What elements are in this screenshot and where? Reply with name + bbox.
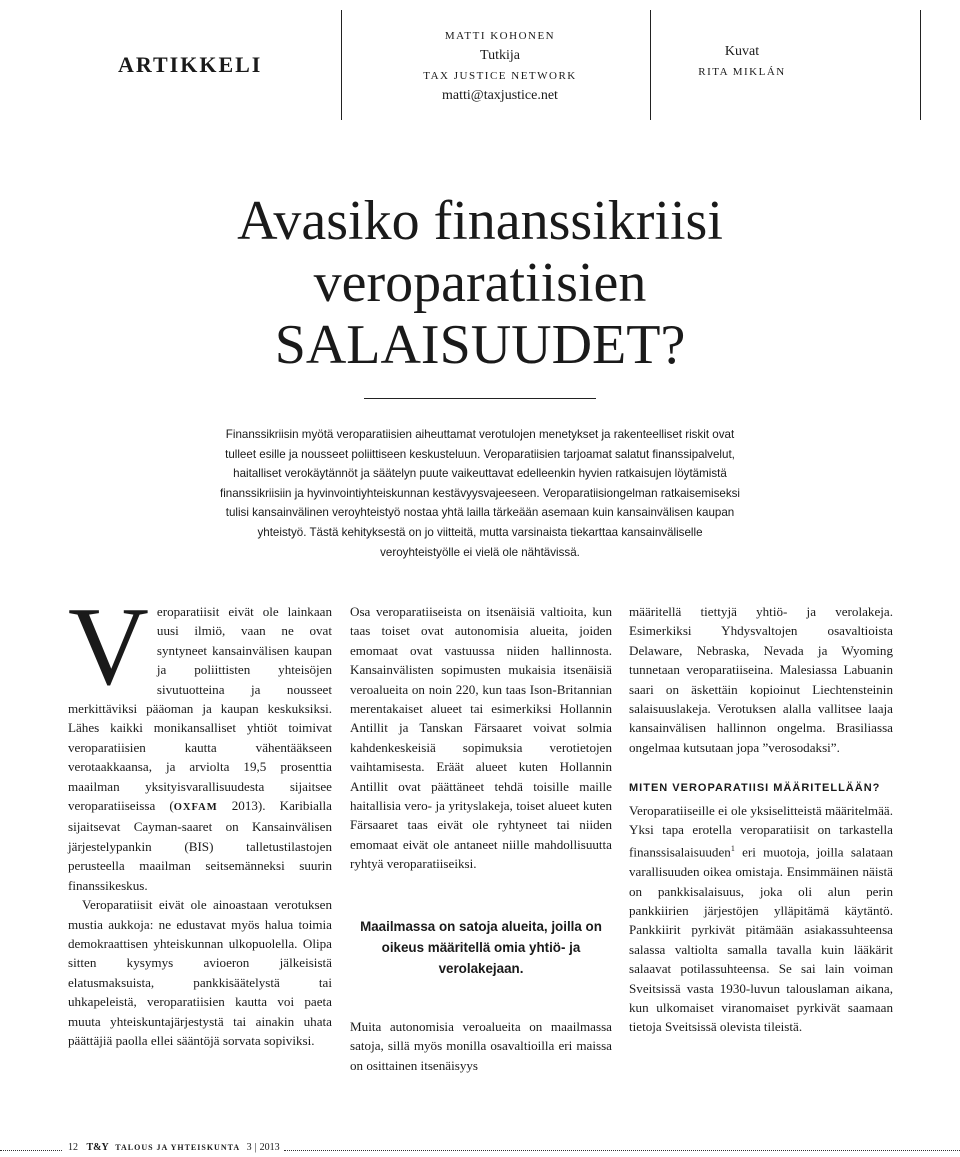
title-line-1: Avasiko finanssikriisi (237, 190, 723, 252)
subheading: MITEN VEROPARATIISI MÄÄRITELLÄÄN? (629, 782, 881, 795)
header-divider-left (341, 10, 342, 120)
title-line-3: SALAISUUDET? (274, 314, 686, 376)
author-name: MATTI KOHONEN (444, 30, 556, 42)
footer-dots-right (284, 1150, 960, 1151)
paragraph-1-text: eroparatiisit eivät ole lainkaan uusi ilmiö, vaan ne ovat syntyneet kansainvälisen kaupan ja poliittisten yhteisöjen sivutuotteina ja nousseet merkittäviksi pääoman ja kaupan keskuksiksi. Lähes kaikki monikansalliset yhtiöt toimivat veroparatiisien kautta vähentääkseen verotaakkaansa, ja arviolta 19,5 prosenttia maailman yksityisvarallisuudesta sijaitsee veroparatiiseissa ( (68, 604, 332, 814)
paragraph-6 (629, 801, 893, 1037)
footer (68, 1141, 280, 1155)
section-label: ARTIKKELI (118, 52, 263, 77)
magazine-logo: T&Y (86, 1142, 109, 1153)
header-divider-right (920, 10, 921, 120)
article-lead: Finanssikriisin myötä veroparatiisien aiheuttamat verotulojen menetykset ja rakenteelliset riskit ovat tulleet esille ja nousseet poliittiseen keskusteluun. Veroparatiisien tarjoamat salatut finanssipalvelut, haitalliset verokäytännöt ja säätelyn puute vaikeuttavat edelleenkin hyvien ratkaisujen löytämistä finanssikriisiin ja hyvinvointiyhteiskunnan kestävyysvajeeseen. Veroparatiisiongelman ratkaisemiseksi tulisi kansainvälinen veroyhteistyö nostaa yhtä lailla tärkeään asemaan kuin kansainvälisen kaupan yhteistyö. Tästä kehityksestä on jo viitteitä, mutta varsinaista tiekarttaa kansainväliselle veroyhteistyölle ei vielä ole nähtävissä. (219, 428, 741, 559)
author-role: Tutkija (480, 48, 520, 63)
pull-quote: Maailmassa on satoja alueita, joilla on oikeus määritellä omia yhtiö- ja verolakejaan. (360, 918, 602, 976)
article-title (180, 190, 780, 376)
header-divider-middle (650, 10, 651, 120)
drop-cap: V (68, 585, 149, 709)
author-email[interactable]: matti@taxjustice.net (442, 88, 558, 103)
magazine-section: TALOUS JA YHTEISKUNTA (115, 1143, 241, 1152)
issue-number: 3 (246, 1142, 252, 1153)
paragraph-6-text-b: eri muotoja, joilla salataan varallisuuden oikea omistaja. Ensimmäinen näistä on pankkisalaisuus, joka oli alun perin pankkiirien järjestöjen ylläpitämä käytäntö. Pankkiirit pyrkivät pitämään asiakassuhteensa salassa valtiolta samalla tavalla kuin lääkärit salaavat potilassuhteensa. Se sai lain voiman Sveitsissä vasta 1930-luvun talouslaman aikana, kun ulkomaiset viranomaiset pyrkivät saamaan tietoja Sveitsissä olevista tileistä. (629, 844, 893, 1035)
column-3 (629, 602, 893, 1037)
column-2 (350, 602, 612, 1075)
paragraph-5: määritellä tiettyjä yhtiö- ja verolakeja. Esimerkiksi Yhdysvaltojen osavaltioista Delaware, Nebraska, Nevada ja Wyoming tunnetaan veroparatiiseina. Malesiassa Labuanin saari on äskettäin kopioinut Liechtensteinin salaisuuslakeja. Verotuksen alalla vallitsee laaja kansainvälisen hallinnon ongelma. Brasiliassa ongelmaa kutsutaan jopa ”verosodaksi”. (629, 604, 893, 755)
paragraph-1 (68, 585, 332, 895)
photo-credit (652, 42, 832, 82)
page-number: 12 (68, 1142, 78, 1153)
footer-dots-left (0, 1150, 62, 1151)
footnote-ref: 1 (730, 844, 735, 854)
paragraph-6-text-a: Veroparatiiseille ei ole yksiselitteistä määritelmää. Yksi tapa erotella veroparatiisit on tarkastella finanssisalaisuuden (629, 802, 893, 860)
photo-label: Kuvat (724, 44, 760, 59)
issue-year: 2013 (259, 1142, 280, 1153)
author-block (370, 26, 630, 106)
column-1 (68, 585, 332, 1050)
paragraph-4: Muita autonomisia veroalueita on maailmassa satoja, sillä myös monilla osavaltioilla eri maissa on osittainen itsenäisyys (350, 1018, 612, 1073)
paragraph-2: Veroparatiisit eivät ole ainoastaan verotuksen mustia aukkoja: ne edustavat myös halua toimia demokraattisen yhteiskunnan ulkopuolella. Olipa sitten kysymys avioeron jälkeisistä elatusmaksuista, pankkisäätelystä tai uhkapeleistä, veroparatiisien kautta voi paeta muuta yhteiskuntajärjestystä tai ainakin uhata päättäjiä paolla ellei sääntöjä sorvata sopiviksi. (68, 897, 332, 1048)
citation-oxfam: OXFAM (173, 802, 218, 814)
photographer-name: RITA MIKLÁN (698, 66, 786, 78)
title-line-2: veroparatiisien (313, 252, 647, 314)
title-rule (364, 398, 596, 399)
footer-separator: | (254, 1142, 257, 1153)
paragraph-3: Osa veroparatiiseista on itsenäisiä valtioita, kun taas toiset ovat autonomisia alueita, joiden emomaat ovat vastuussa niiden hallinnosta. Kansainvälisten sopimusten mukaisia itsenäisiä veroalueita on noin 220, kun taas Ison-Britannian merentakaiset alueet tai esimerkiksi Hollannin Antillit ja Tanskan Färsaaret voivat solmia kahdenkeskeisiä sopimuksia verotietojen vaihtamisesta. Eräät alueet kuten Hollannin Antillit ovat päättäneet tehdä toisille maille haitallisia vero- ja yrityslakeja, toiset alueet kuten Färsaaret taas eivät ole ryhtyneet tai niiden emomaat eivät ole antaneet niille mahdollisuutta ryhtyä veroparatiiseiksi. (350, 604, 612, 872)
author-org: TAX JUSTICE NETWORK (423, 70, 577, 82)
paragraph-1-tail: 2013). Karibialla sijaitsevat Cayman-saaret on Kansainvälisen järjestelypankin (BIS) talletustilastojen perusteella maailman seitsemänneksi suurin finanssikeskus. (68, 798, 332, 893)
